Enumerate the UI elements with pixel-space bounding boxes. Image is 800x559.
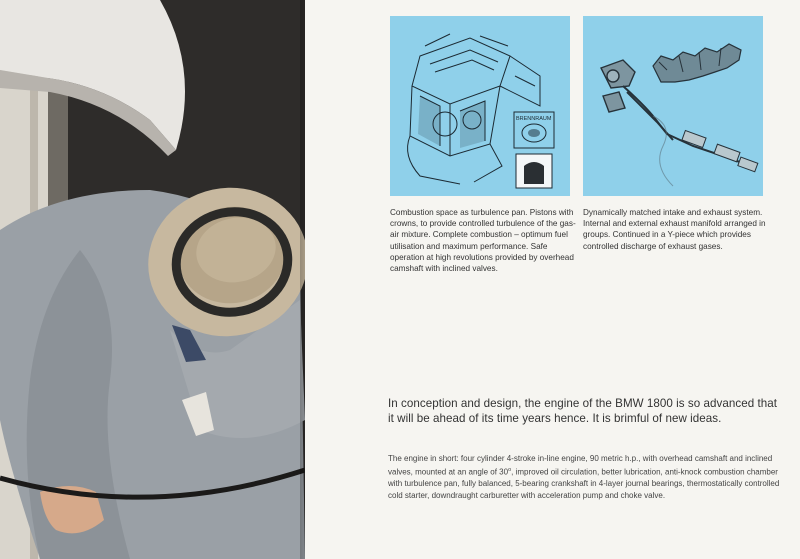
engine-cutaway-illustration [390, 16, 570, 196]
diagram-label: BRENNRAUM [516, 116, 552, 122]
degree-superscript: o [508, 466, 512, 473]
exhaust-system-diagram [583, 16, 763, 196]
spec-text-end: , improved oil circulation, better lubrication, anti-knock combustion chamber with turbulence pan, fully balanced, 5-bearing crankshaft in 4-layer journal bearings, thermostatically controlled cold starter, downdraught carburetter with acceleration pump and choke valve. [388, 467, 780, 501]
exhaust-manifold-illustration [583, 16, 763, 196]
photo-page [0, 0, 305, 559]
exhaust-caption: Dynamically matched intake and exhaust system. Internal and external exhaust manifold arranged in groups. Continued in a Y-piece which provides controlled discharge of exhaust gases. [583, 208, 766, 251]
engine-spec-paragraph [388, 453, 788, 502]
man-in-hat-photo [0, 0, 305, 559]
spec-text-start: The engine in short: four cylinder 4-stroke in-line engine, 90 metric h.p., with overhead camshaft and inclined valves, mounted at an angle of 30 [388, 454, 773, 477]
combustion-caption: Combustion space as turbulence pan. Pistons with crowns, to provide controlled turbulence of the gas-air mixture. Complete combustion – optimum fuel utilisation and maximum performance. Safe operation at high revolutions provided by overhead camshaft with inclined valves. [390, 208, 576, 274]
lead-paragraph: In conception and design, the engine of the BMW 1800 is so advanced that it will be ahead of its time years hence. It is brimful of new ideas. [388, 397, 778, 425]
combustion-engine-diagram [390, 16, 570, 196]
text-page [305, 0, 800, 559]
